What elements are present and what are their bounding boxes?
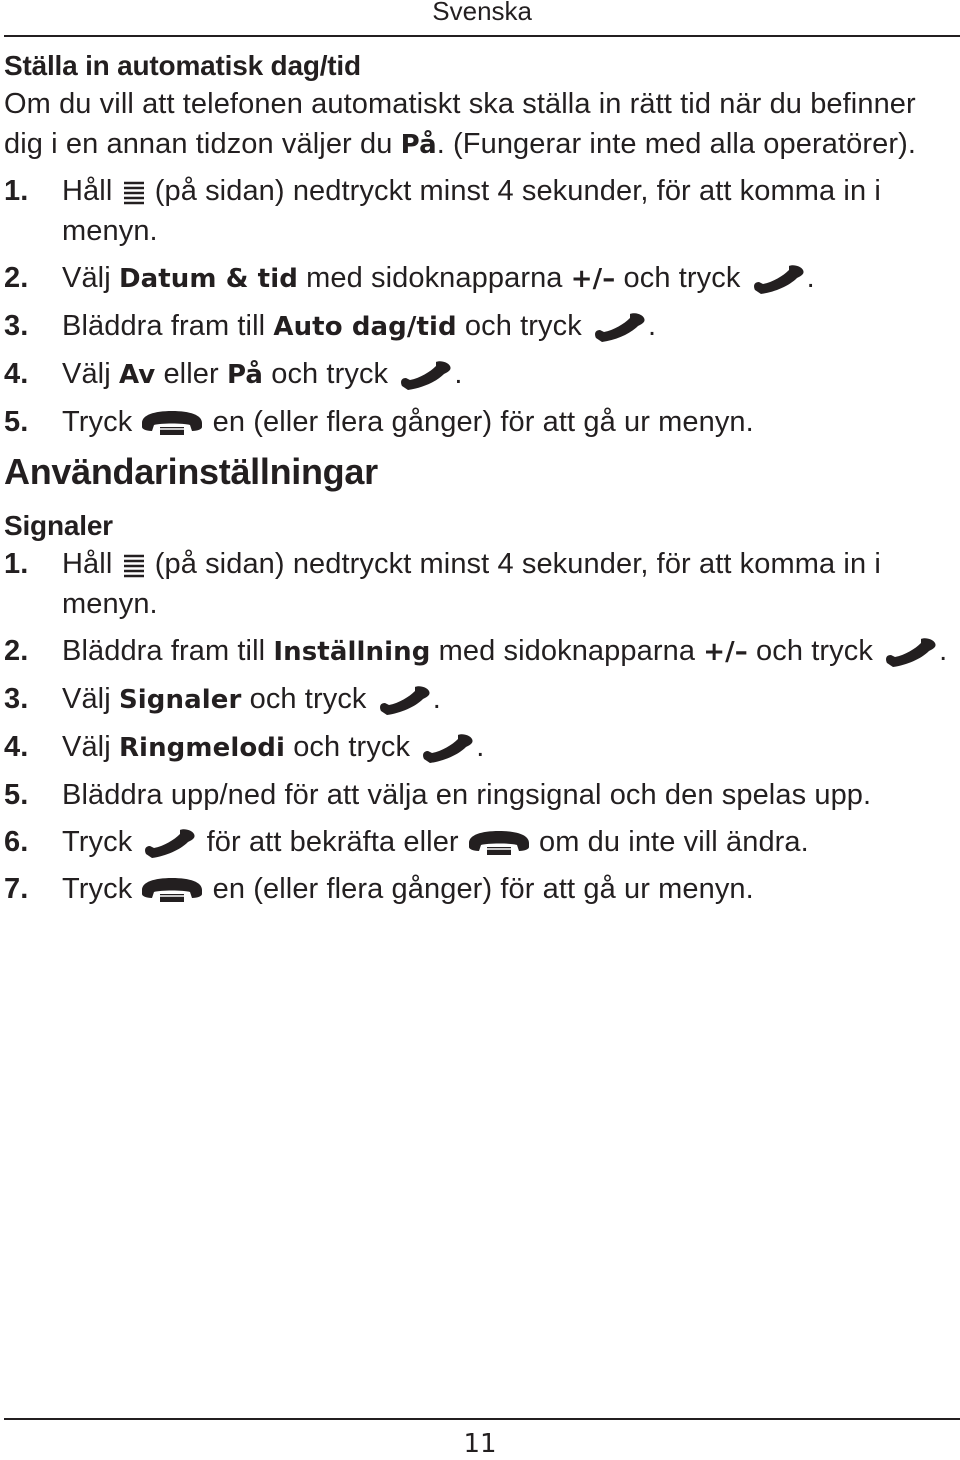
menu-key-icon xyxy=(121,179,147,205)
step-signals-4: 4. Välj Ringmelodi och tryck . xyxy=(4,731,485,763)
end-call-key-icon xyxy=(140,409,204,437)
intro-paragraph: Om du vill att telefonen automatiskt ska ställa in rätt tid när du befinner dig i en annan tidzon väljer du På. (Fungerar inte med alla operatörer). xyxy=(4,88,917,160)
step-auto-3: 3. Bläddra fram till Auto dag/tid och tryck . xyxy=(4,310,657,342)
call-key-icon xyxy=(590,312,648,342)
call-key-icon xyxy=(140,828,198,858)
steps-signals xyxy=(4,544,956,909)
call-key-icon xyxy=(881,637,939,667)
header-rule xyxy=(4,35,960,37)
call-key-icon xyxy=(375,685,433,715)
call-key-icon xyxy=(749,264,807,294)
step-signals-1: 1. Håll (på sidan) nedtryckt minst 4 sekunder, för att komma in i menyn. xyxy=(4,548,881,620)
step-auto-4: 4. Välj Av eller På och tryck . xyxy=(4,358,463,390)
page-number: 11 xyxy=(463,1429,497,1459)
menu-key-icon xyxy=(121,552,147,578)
step-auto-1: 1. Håll (på sidan) nedtryckt minst 4 sekunder, för att komma in i menyn. xyxy=(4,175,881,247)
content xyxy=(4,48,956,909)
step-signals-5: 5. Bläddra upp/ned för att välja en ringsignal och den spelas upp. xyxy=(4,779,872,811)
step-signals-2: 2. Bläddra fram till Inställning med sidoknapparna +/– och tryck . xyxy=(4,635,948,667)
section-title-auto: Ställa in automatisk dag/tid xyxy=(4,50,361,81)
footer-rule xyxy=(4,1418,960,1420)
step-signals-7: 7. Tryck en (eller flera gånger) för att gå ur menyn. xyxy=(4,873,754,905)
call-key-icon xyxy=(418,733,476,763)
end-call-key-icon xyxy=(467,829,531,857)
step-signals-6: 6. Tryck för att bekräfta eller om du inte vill ändra. xyxy=(4,826,809,858)
step-auto-5: 5. Tryck en (eller flera gånger) för att gå ur menyn. xyxy=(4,406,754,438)
section-title-user: Användarinställningar xyxy=(4,451,378,492)
step-auto-2: 2. Välj Datum & tid med sidoknapparna +/– och tryck . xyxy=(4,262,815,294)
end-call-key-icon xyxy=(140,876,204,904)
call-key-icon xyxy=(396,360,454,390)
subsection-title-signals: Signaler xyxy=(4,510,113,541)
steps-auto xyxy=(4,171,956,442)
language-label: Svenska xyxy=(432,0,532,26)
step-signals-3: 3. Välj Signaler och tryck . xyxy=(4,683,441,715)
